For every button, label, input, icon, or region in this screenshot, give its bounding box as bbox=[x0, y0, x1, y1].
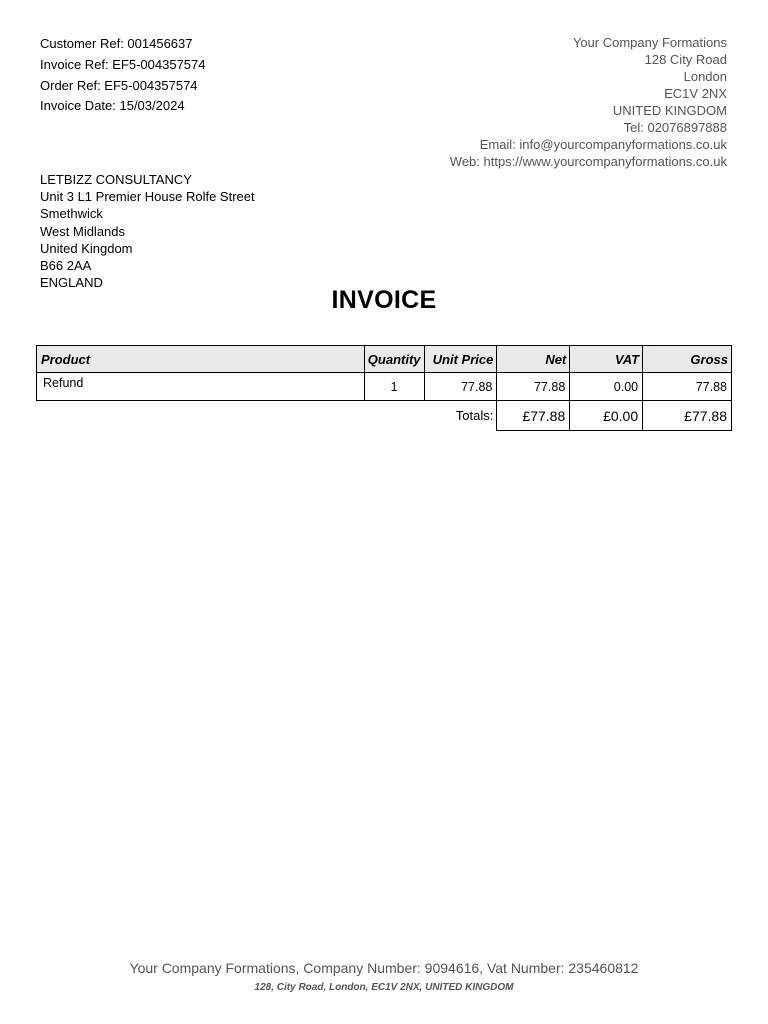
invoice-items-table bbox=[36, 345, 732, 431]
cell-net: 77.88 bbox=[497, 373, 570, 401]
cell-quantity: 1 bbox=[364, 373, 424, 401]
header-net: Net bbox=[497, 346, 570, 373]
company-web: Web: https://www.yourcompanyformations.co.uk bbox=[449, 154, 727, 169]
cell-product: Refund bbox=[37, 373, 365, 401]
totals-label: Totals: bbox=[455, 408, 494, 424]
total-gross: £77.88 bbox=[643, 401, 732, 431]
company-address bbox=[450, 34, 727, 170]
company-email: Email: info@yourcompanyformations.co.uk bbox=[479, 137, 727, 152]
header-quantity: Quantity bbox=[364, 346, 424, 373]
customer-ref: Customer Ref: 001456637 bbox=[40, 36, 193, 51]
cell-gross: 77.88 bbox=[643, 373, 732, 401]
invoice-ref: Invoice Ref: EF5-004357574 bbox=[40, 56, 206, 72]
company-postcode: EC1V 2NX bbox=[664, 86, 727, 101]
cell-vat: 0.00 bbox=[570, 373, 643, 401]
company-name: Your Company Formations bbox=[572, 35, 727, 50]
table-row bbox=[37, 373, 732, 401]
bill-to-name: LETBIZZ CONSULTANCY bbox=[40, 172, 192, 187]
company-country: UNITED KINGDOM bbox=[612, 103, 727, 118]
company-street: 128 City Road bbox=[644, 52, 727, 67]
header-vat: VAT bbox=[570, 346, 643, 373]
header-gross: Gross bbox=[643, 346, 732, 373]
header-unit-price: Unit Price bbox=[424, 346, 497, 373]
bill-to-line1: Unit 3 L1 Premier House Rolfe Street bbox=[40, 189, 255, 205]
invoice-date: Invoice Date: 15/03/2024 bbox=[40, 98, 185, 114]
header-product: Product bbox=[37, 346, 365, 373]
bill-to-line5: B66 2AA bbox=[40, 258, 92, 274]
company-tel: Tel: 02076897888 bbox=[623, 120, 727, 135]
order-ref: Order Ref: EF5-004357574 bbox=[40, 77, 198, 93]
footer-company-info: Your Company Formations, Company Number: 9094616, Vat Number: 235460812 bbox=[129, 960, 639, 976]
invoice-title: INVOICE bbox=[331, 286, 437, 314]
bill-to-line6: ENGLAND bbox=[40, 275, 103, 291]
table-header-row bbox=[37, 346, 732, 373]
cell-unit-price: 77.88 bbox=[424, 373, 497, 401]
total-vat: £0.00 bbox=[570, 401, 643, 431]
footer-address: 128, City Road, London, EC1V 2NX, UNITED KINGDOM bbox=[254, 982, 514, 993]
bill-to-line4: United Kingdom bbox=[40, 240, 133, 256]
bill-to-line2: Smethwick bbox=[40, 206, 103, 222]
bill-to-line3: West Midlands bbox=[40, 223, 126, 239]
company-city: London bbox=[683, 69, 727, 84]
total-net: £77.88 bbox=[497, 401, 570, 431]
bill-to-address bbox=[40, 171, 255, 291]
totals-row bbox=[37, 401, 732, 431]
invoice-references bbox=[40, 34, 206, 117]
